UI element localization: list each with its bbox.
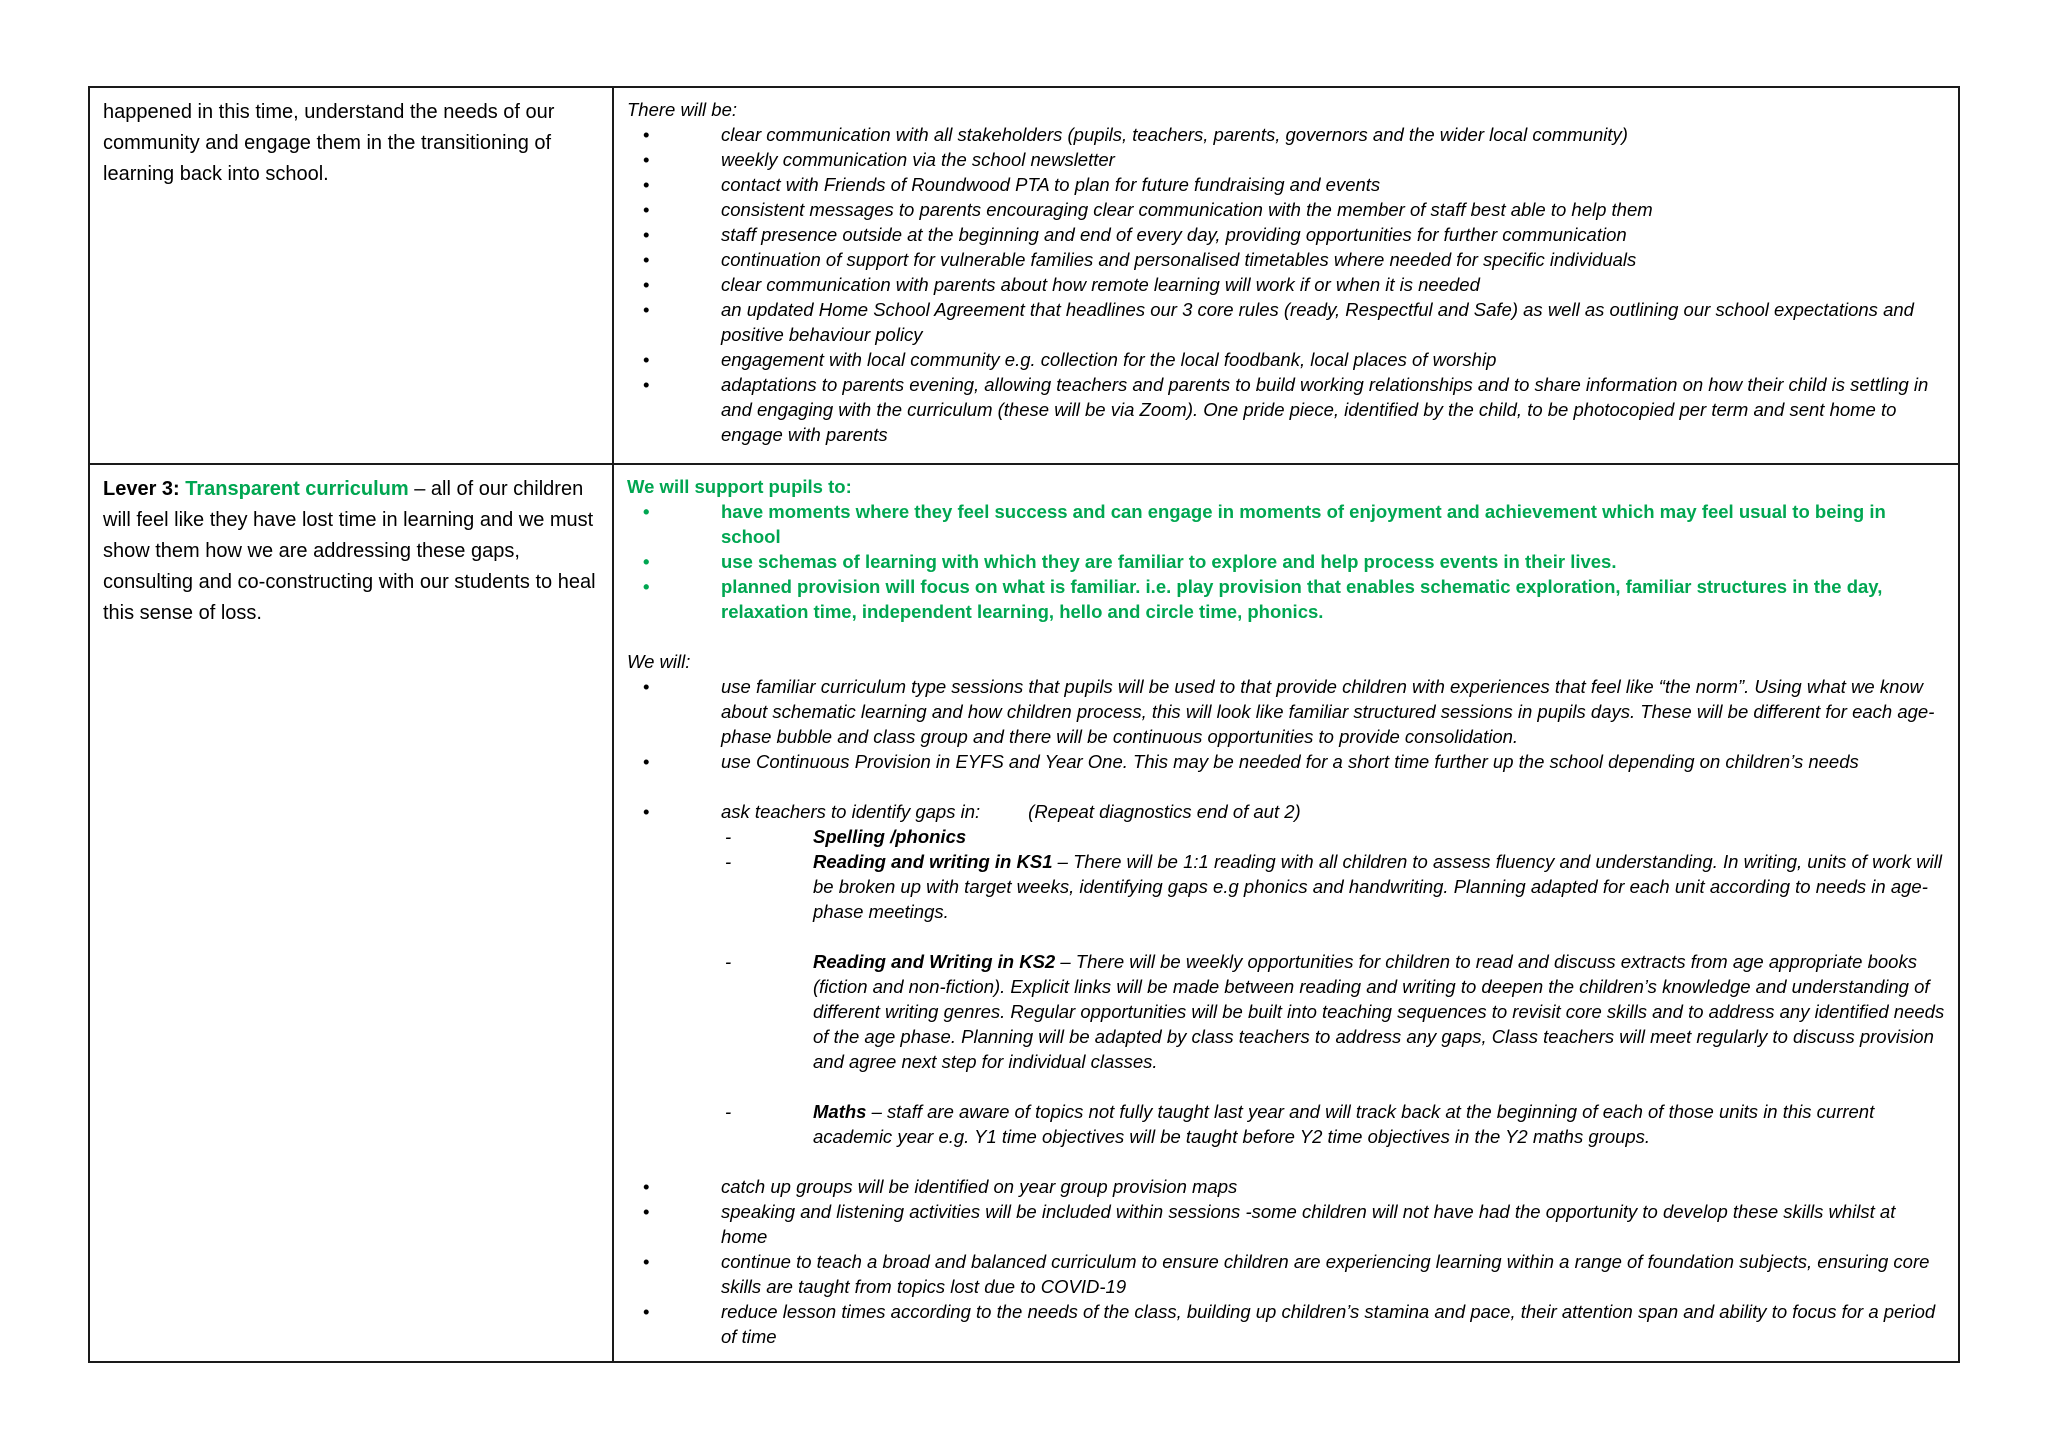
bullet-marker: • (643, 174, 650, 195)
subject-title: Spelling /phonics (813, 826, 967, 847)
list-item: • have moments where they feel success and can engage in moments of enjoyment and achievement which may feel usual to being in school (627, 499, 1945, 549)
planning-table (88, 86, 1960, 1363)
bullet-marker: • (643, 576, 650, 597)
green-intro: We will support pupils to: (627, 476, 852, 497)
list-item-gaps (627, 799, 1945, 824)
list-item: • speaking and listening activities will be included within sessions -some children will not have had the opportunity to develop these skills whilst at home (627, 1199, 1945, 1249)
row1-intro: There will be: (627, 99, 738, 120)
bullet-marker: • (643, 551, 650, 572)
row2-right-cell (614, 465, 1958, 1361)
bullet-marker: • (643, 299, 650, 320)
list-item: • weekly communication via the school newsletter (627, 147, 1945, 172)
list-item: • adaptations to parents evening, allowing teachers and parents to build working relationships and to share information on how their child is settling in and engaging with the curriculum (these will be via Zoom). One pride piece, identified by the child, to be photocopied per term and sent home to engage with parents (627, 372, 1945, 447)
bullet-marker: • (643, 676, 650, 697)
gaps-label: ask teachers to identify gaps in: (721, 801, 981, 822)
subject-text: – There will be weekly opportunities for children to read and discuss extracts from age appropriate books (fiction and non-fiction). Explicit links will be made between reading and writing to deepen the children’s knowledge and understanding of different writing genres. Regular opportunities will be built into teaching sequences to revisit core skills and to address any identified needs of the age phase. Planning will be adapted by class teachers to address any gaps, Class teachers will meet regularly to discuss provision and agree next step for individual classes. (813, 951, 1945, 1072)
list-item: • an updated Home School Agreement that headlines our 3 core rules (ready, Respectful and Safe) as well as outlining our school expectations and positive behaviour policy (627, 297, 1945, 347)
dash-marker: - (725, 826, 732, 847)
subject-title: Reading and Writing in KS2 (813, 951, 1056, 972)
sub-item-maths (721, 1099, 1945, 1149)
lever-heading (103, 474, 599, 629)
spacer (627, 1149, 1945, 1174)
subject-title: Reading and writing in KS1 (813, 851, 1053, 872)
spacer (627, 1074, 1945, 1099)
bullet-marker: • (643, 249, 650, 270)
list-item: • planned provision will focus on what is familiar. i.e. play provision that enables schematic exploration, familiar structures in the day, relaxation time, independent learning, hello and circle time, phonics. (627, 574, 1945, 624)
list-item: • use familiar curriculum type sessions that pupils will be used to that provide children with experiences that feel like “the norm”. Using what we know about schematic learning and how children process, this will look like familiar structured sessions in pupils days. These will be different for each age-phase bubble and class group and there will be continuous opportunities to provide consolidation. (627, 674, 1945, 749)
bullet-marker: • (643, 801, 650, 822)
bullet-marker: • (643, 349, 650, 370)
row1-left-cell (90, 88, 614, 465)
list-item: • reduce lesson times according to the needs of the class, building up children’s stamina and pace, their attention span and ability to focus for a period of time (627, 1299, 1945, 1349)
list-item: • clear communication with all stakeholders (pupils, teachers, parents, governors and the wider local community) (627, 122, 1945, 147)
gaps-note: (Repeat diagnostics end of aut 2) (1028, 801, 1301, 822)
bullet-marker: • (643, 224, 650, 245)
row2-left-cell (90, 465, 614, 1361)
list-item: • use Continuous Provision in EYFS and Year One. This may be needed for a short time further up the school depending on children’s needs (627, 749, 1945, 774)
dash-marker: - (725, 851, 732, 872)
we-will-intro: We will: (627, 651, 691, 672)
bullet-marker: • (643, 149, 650, 170)
spacer (627, 624, 1945, 649)
lever-title: Transparent curriculum (185, 478, 409, 500)
sub-item-ks1 (721, 849, 1945, 924)
spacer (627, 924, 1945, 949)
bullet-marker: • (643, 374, 650, 395)
list-item: • continuation of support for vulnerable families and personalised timetables where needed for specific individuals (627, 247, 1945, 272)
list-item: • clear communication with parents about how remote learning will work if or when it is needed (627, 272, 1945, 297)
sub-item-ks2 (721, 949, 1945, 1074)
list-item: • contact with Friends of Roundwood PTA to plan for future fundraising and events (627, 172, 1945, 197)
bullet-marker: • (643, 1176, 650, 1197)
row1-left-text: happened in this time, understand the needs of our community and engage them in the transitioning of learning back into school. (103, 101, 555, 185)
bullet-marker: • (643, 1301, 650, 1322)
dash-marker: - (725, 1101, 732, 1122)
list-item: • continue to teach a broad and balanced curriculum to ensure children are experiencing learning within a range of foundation subjects, ensuring core skills are taught from topics lost due to COVID-19 (627, 1249, 1945, 1299)
subject-text: – There will be 1:1 reading with all children to assess fluency and understanding. In writing, units of work will be broken up with target weeks, identifying gaps e.g phonics and handwriting. Planning adapted for each unit according to needs in age-phase meetings. (813, 851, 1942, 922)
list-item: • staff presence outside at the beginning and end of every day, providing opportunities for further communication (627, 222, 1945, 247)
row1-right-cell (614, 88, 1958, 465)
bullet-marker: • (643, 199, 650, 220)
bullet-marker: • (643, 274, 650, 295)
list-item: • use schemas of learning with which they are familiar to explore and help process events in their lives. (627, 549, 1945, 574)
lever-description: – all of our children will feel like they have lost time in learning and we must show them how we are addressing these gaps, consulting and co-constructing with our students to heal this sense of loss. (103, 478, 596, 624)
bullet-marker: • (643, 501, 650, 522)
dash-marker: - (725, 951, 732, 972)
bullet-marker: • (643, 751, 650, 772)
list-item: • consistent messages to parents encouraging clear communication with the member of staff best able to help them (627, 197, 1945, 222)
subject-text: – staff are aware of topics not fully taught last year and will track back at the beginning of each of those units in this current academic year e.g. Y1 time objectives will be taught before Y2 time objectives in the Y2 maths groups. (813, 1101, 1875, 1147)
subject-title: Maths (813, 1101, 867, 1122)
sub-item-spelling (721, 824, 1945, 849)
list-item: • catch up groups will be identified on year group provision maps (627, 1174, 1945, 1199)
spacer (627, 774, 1945, 799)
lever-label: Lever 3: (103, 478, 186, 500)
bullet-marker: • (643, 124, 650, 145)
bullet-marker: • (643, 1251, 650, 1272)
bullet-marker: • (643, 1201, 650, 1222)
list-item: • engagement with local community e.g. collection for the local foodbank, local places of worship (627, 347, 1945, 372)
